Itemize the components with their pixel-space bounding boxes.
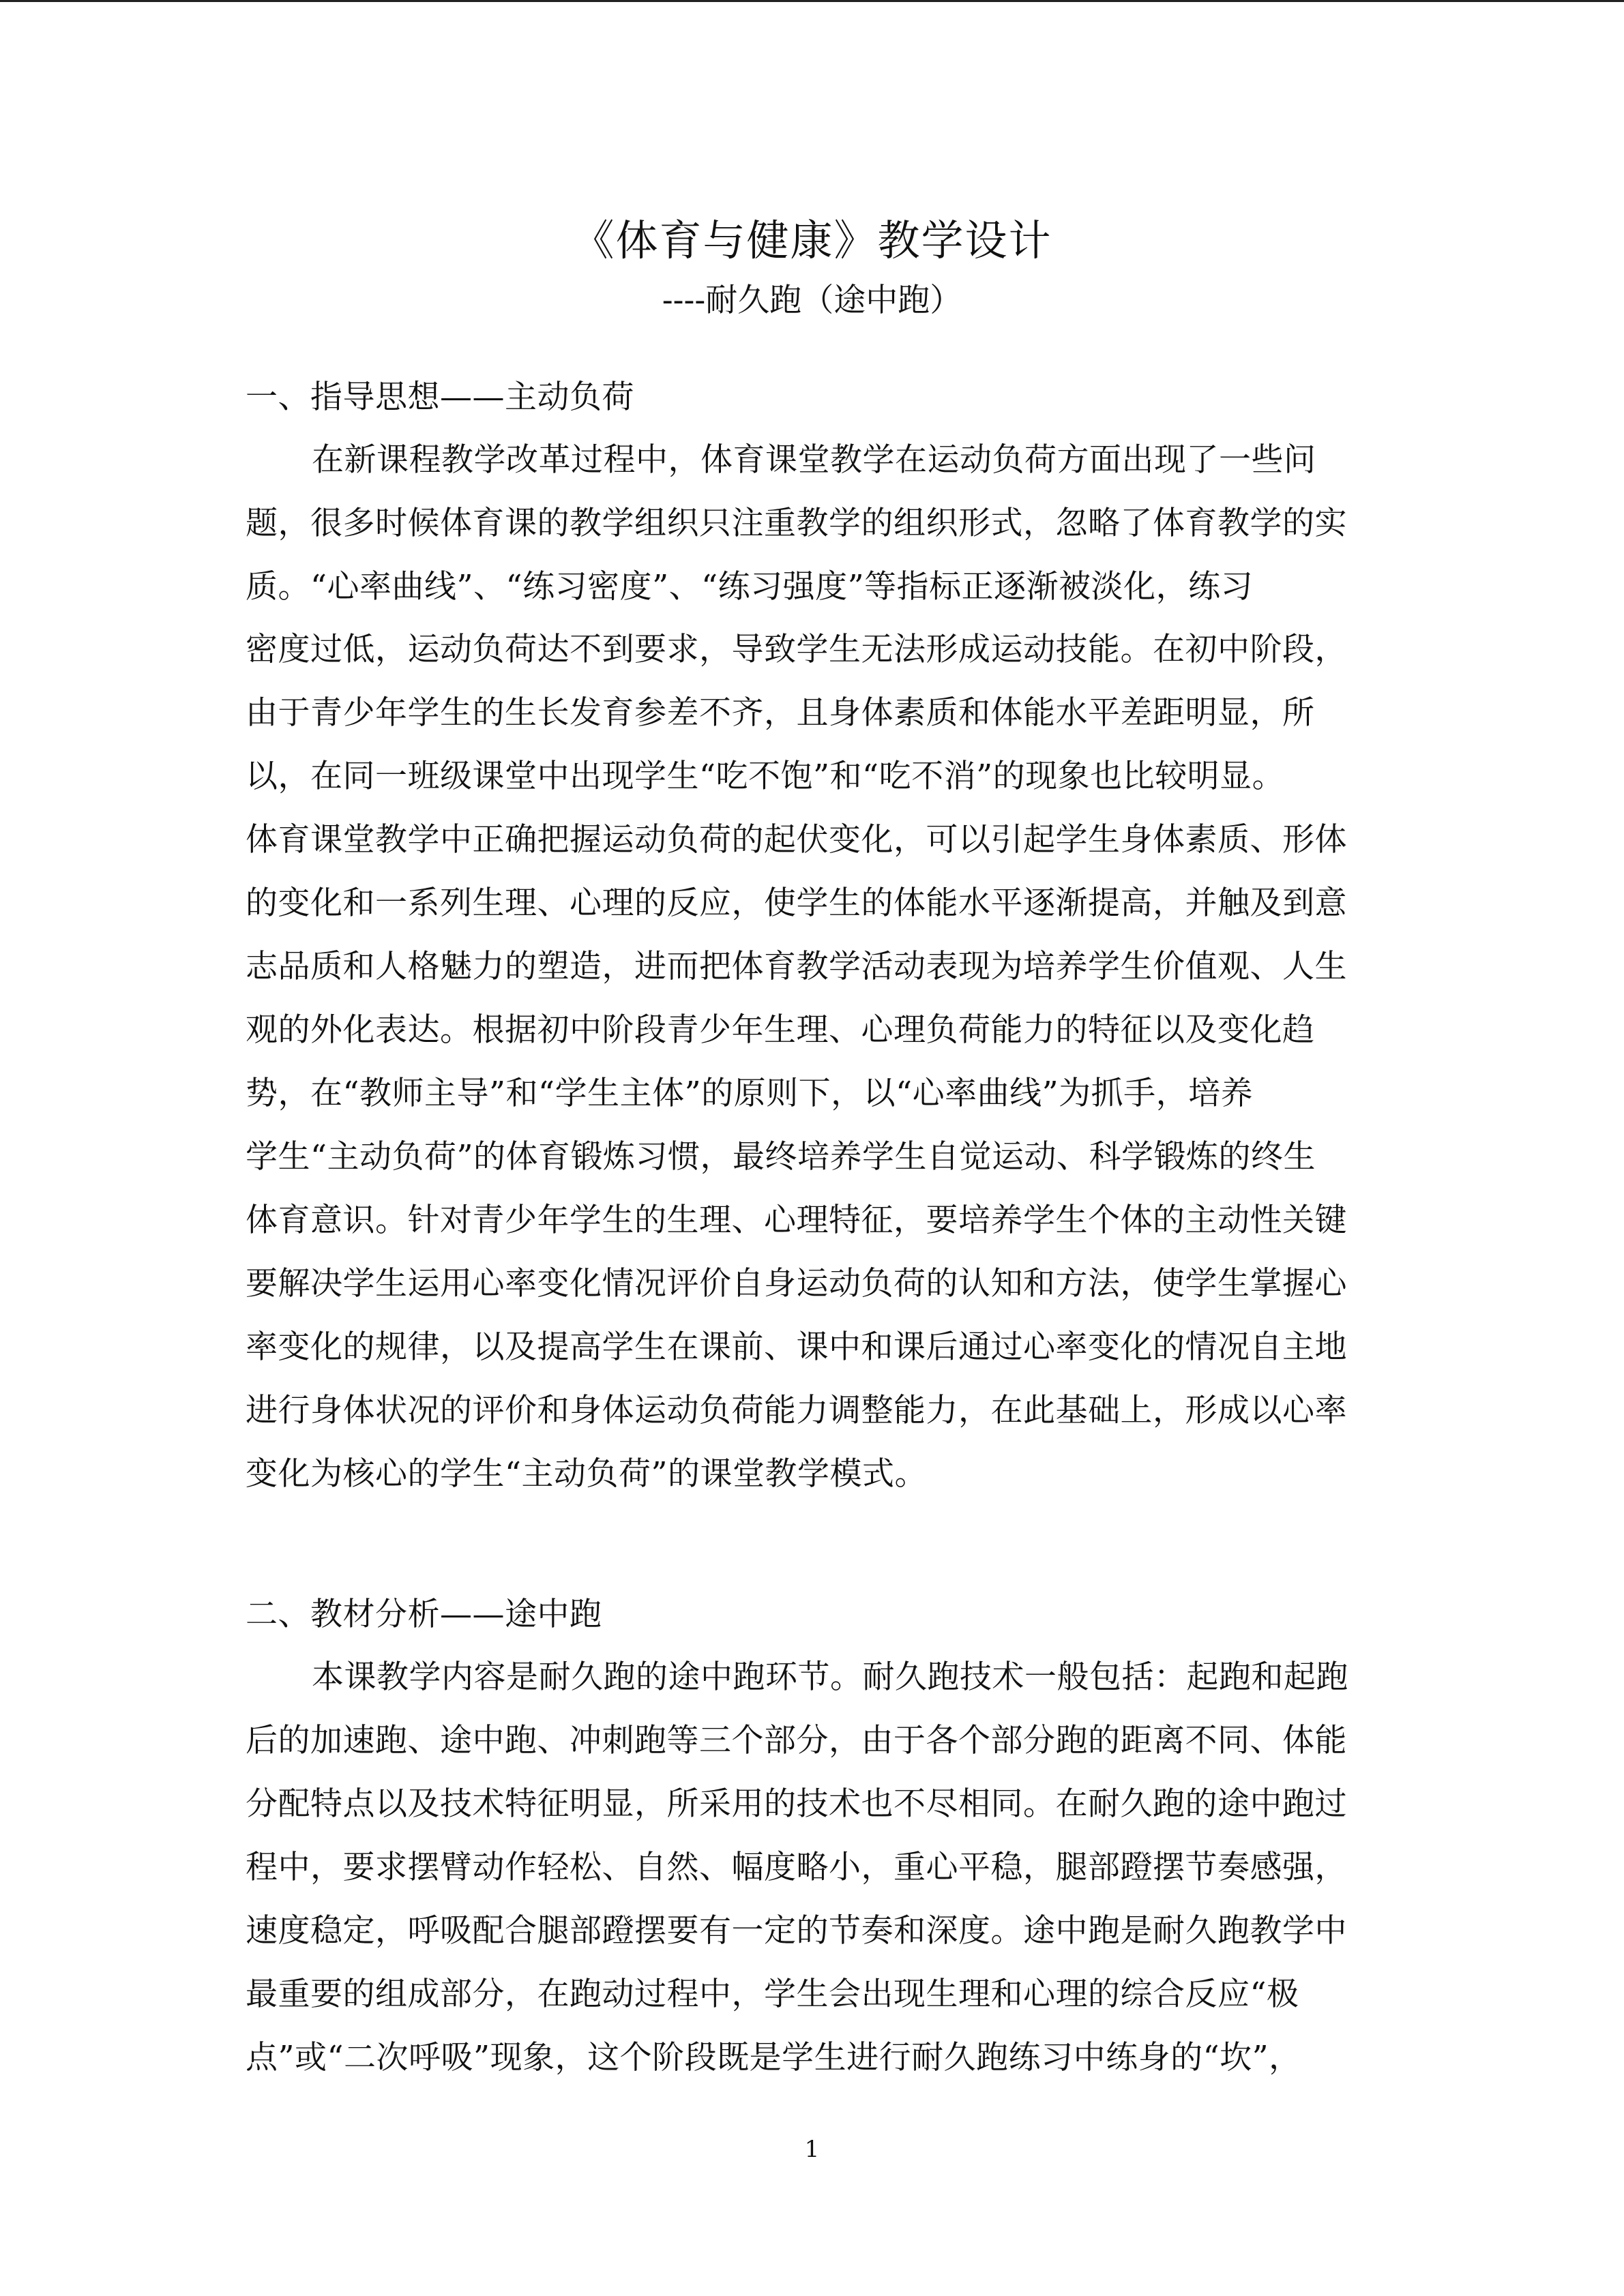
paragraph-line: 率变化的规律，以及提高学生在课前、课中和课后通过心率变化的情况自主地	[246, 1328, 1347, 1366]
paragraph-line: 后的加速跑、途中跑、冲刺跑等三个部分，由于各个部分跑的距离不同、体能	[246, 1722, 1347, 1759]
paragraph-line: 质。“心率曲线”、“练习密度”、“练习强度”等指标正逐渐被淡化，练习	[246, 568, 1254, 606]
section-heading: 一、指导思想——主动负荷	[246, 378, 634, 416]
paragraph-line: 体育课堂教学中正确把握运动负荷的起伏变化，可以引起学生身体素质、形体	[246, 821, 1347, 859]
paragraph-line: 学生“主动负荷”的体育锻炼习惯，最终培养学生自觉运动、科学锻炼的终生	[246, 1138, 1316, 1176]
paragraph-line: 体育意识。针对青少年学生的生理、心理特征，要培养学生个体的主动性关键	[246, 1202, 1347, 1239]
paragraph-line: 最重要的组成部分，在跑动过程中，学生会出现生理和心理的综合反应“极	[246, 1976, 1299, 2013]
paragraph-line: 由于青少年学生的生长发育参差不齐，且身体素质和体能水平差距明显，所	[246, 694, 1315, 732]
paragraph-line: 的变化和一系列生理、心理的反应，使学生的体能水平逐渐提高，并触及到意	[246, 884, 1347, 922]
paragraph-line: 程中，要求摆臂动作轻松、自然、幅度略小，重心平稳，腿部蹬摆节奏感强，	[246, 1849, 1347, 1886]
paragraph-line: 势，在“教师主导”和“学生主体”的原则下，以“心率曲线”为抓手，培养	[246, 1075, 1254, 1112]
page-number: 1	[804, 2136, 820, 2163]
page-top-border	[0, 0, 1624, 2]
document-title: 《体育与健康》教学设计	[572, 215, 1052, 265]
paragraph-line: 进行身体状况的评价和身体运动负荷能力调整能力，在此基础上，形成以心率	[246, 1392, 1347, 1429]
paragraph-line: 分配特点以及技术特征明显，所采用的技术也不尽相同。在耐久跑的途中跑过	[246, 1785, 1347, 1823]
paragraph-line: 以，在同一班级课堂中出现学生“吃不饱”和“吃不消”的现象也比较明显。	[246, 758, 1285, 795]
paragraph-line: 要解决学生运用心率变化情况评价自身运动负荷的认知和方法，使学生掌握心	[246, 1265, 1347, 1302]
paragraph-line: 变化为核心的学生“主动负荷”的课堂教学模式。	[246, 1455, 928, 1493]
paragraph-line: 观的外化表达。根据初中阶段青少年生理、心理负荷能力的特征以及变化趋	[246, 1011, 1315, 1049]
paragraph-line: 密度过低，运动负荷达不到要求，导致学生无法形成运动技能。在初中阶段，	[246, 631, 1347, 668]
paragraph-line: 点”或“二次呼吸”现象，这个阶段既是学生进行耐久跑练习中练身的“坎”，	[246, 2039, 1301, 2076]
paragraph-line: 志品质和人格魅力的塑造，进而把体育教学活动表现为培养学生价值观、人生	[246, 948, 1347, 985]
paragraph-line: 在新课程教学改革过程中，体育课堂教学在运动负荷方面出现了一些问	[312, 441, 1316, 479]
document-subtitle: ----耐久跑（途中跑）	[662, 282, 962, 319]
paragraph-line: 本课教学内容是耐久跑的途中跑环节。耐久跑技术一般包括：起跑和起跑	[312, 1658, 1348, 1696]
paragraph-line: 题，很多时候体育课的教学组织只注重教学的组织形式，忽略了体育教学的实	[246, 505, 1347, 542]
section-heading: 二、教材分析——途中跑	[246, 1596, 602, 1633]
paragraph-line: 速度稳定，呼吸配合腿部蹬摆要有一定的节奏和深度。途中跑是耐久跑教学中	[246, 1912, 1347, 1950]
